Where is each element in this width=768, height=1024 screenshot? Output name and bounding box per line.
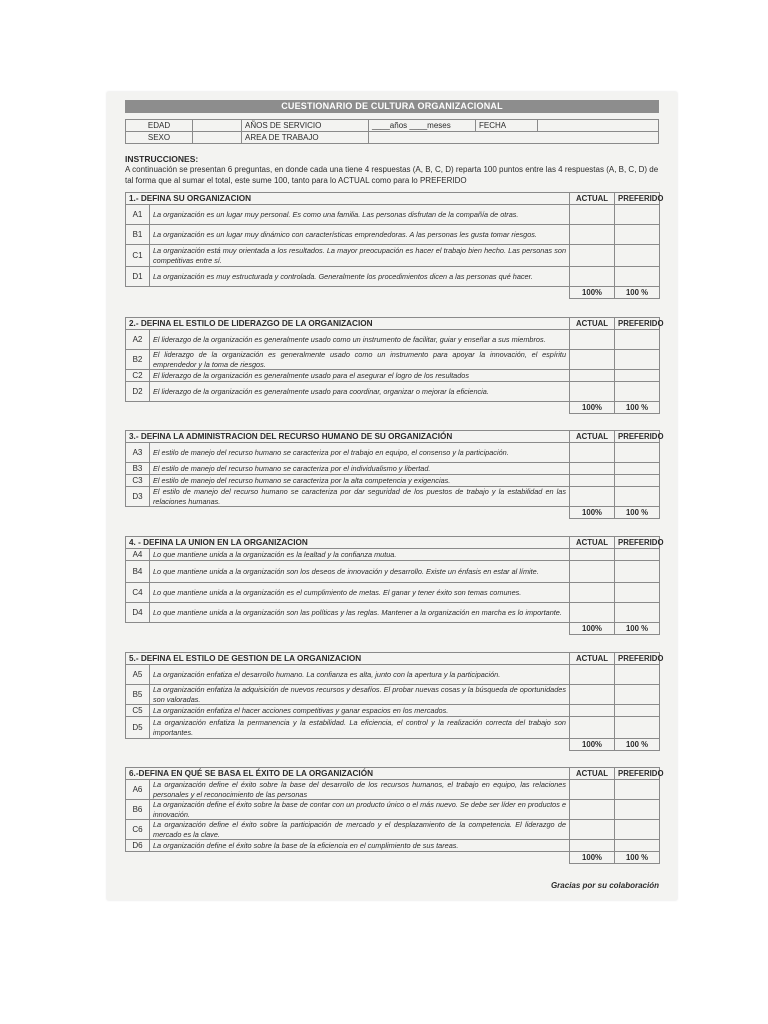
actual-score-cell[interactable] xyxy=(570,205,615,225)
question-row xyxy=(126,705,660,717)
question-row xyxy=(126,382,660,402)
preferido-total: 100 % xyxy=(615,739,660,751)
actual-score-cell[interactable] xyxy=(570,840,615,852)
answer-text: El liderazgo de la organización es generalmente usado como un instrumento para apoyar la innovación, el espíritu emprendedor y la toma de riesgos. xyxy=(150,350,570,370)
answer-text: El estilo de manejo del recurso humano se caracteriza por la alta competencia y exigencias. xyxy=(150,475,570,487)
question-row xyxy=(126,603,660,623)
anos-servicio-label: AÑOS DE SERVICIO xyxy=(242,120,369,132)
answer-text: La organización enfatiza la permanencia y la estabilidad. La eficiencia, el control y la realización correcta del trabajo son importantes. xyxy=(150,717,570,739)
preferido-score-cell[interactable] xyxy=(615,561,660,583)
actual-total: 100% xyxy=(570,402,615,414)
question-row xyxy=(126,463,660,475)
total-spacer xyxy=(126,623,570,635)
sexo-label: SEXO xyxy=(126,132,193,144)
actual-score-cell[interactable] xyxy=(570,330,615,350)
question-section-3 xyxy=(125,430,664,519)
answer-text: El liderazgo de la organización es generalmente usado como un instrumento de facilitar, guiar y enseñar a sus miembros. xyxy=(150,330,570,350)
answer-code: A4 xyxy=(126,549,150,561)
question-row xyxy=(126,225,660,245)
question-row xyxy=(126,487,660,507)
preferido-total: 100 % xyxy=(615,852,660,864)
question-row xyxy=(126,330,660,350)
answer-text: El liderazgo de la organización es generalmente usado para el asegurar el logro de los resultados xyxy=(150,370,570,382)
question-section-4 xyxy=(125,536,664,635)
fecha-field[interactable] xyxy=(538,120,659,132)
answer-code: D6 xyxy=(126,840,150,852)
preferido-score-cell[interactable] xyxy=(615,685,660,705)
preferido-score-cell[interactable] xyxy=(615,487,660,507)
actual-total: 100% xyxy=(570,739,615,751)
answer-code: D2 xyxy=(126,382,150,402)
question-row xyxy=(126,717,660,739)
preferido-score-cell[interactable] xyxy=(615,463,660,475)
answer-code: C6 xyxy=(126,820,150,840)
question-row xyxy=(126,205,660,225)
sexo-field[interactable] xyxy=(193,132,242,144)
answer-code: D3 xyxy=(126,487,150,507)
answer-code: D1 xyxy=(126,267,150,287)
preferido-column-header: PREFERIDO xyxy=(615,768,660,780)
answer-code: A5 xyxy=(126,665,150,685)
question-row xyxy=(126,685,660,705)
section-title: 6.-DEFINA EN QUÉ SE BASA EL ÉXITO DE LA ORGANIZACIÓN xyxy=(126,768,570,780)
question-row xyxy=(126,820,660,840)
anos-meses-field[interactable]: ____años ____meses xyxy=(369,120,476,132)
total-spacer xyxy=(126,402,570,414)
section-title: 4. - DEFINA LA UNION EN LA ORGANIZACION xyxy=(126,537,570,549)
preferido-score-cell[interactable] xyxy=(615,330,660,350)
answer-code: A1 xyxy=(126,205,150,225)
answer-text: Lo que mantiene unida a la organización es el cumplimiento de metas. El ganar y tener éxito son temas comunes. xyxy=(150,583,570,603)
answer-text: La organización enfatiza el desarrollo humano. La confianza es alta, junto con la apertura y la participación. xyxy=(150,665,570,685)
question-row xyxy=(126,475,660,487)
answer-text: La organización define el éxito sobre la participación de mercado y el desplazamiento de la competencia. El liderazgo de mercado es la clave. xyxy=(150,820,570,840)
actual-column-header: ACTUAL xyxy=(570,318,615,330)
document-title: CUESTIONARIO DE CULTURA ORGANIZACIONAL xyxy=(125,100,659,113)
preferido-score-cell[interactable] xyxy=(615,549,660,561)
questionnaire-sheet xyxy=(107,92,677,900)
actual-score-cell[interactable] xyxy=(570,549,615,561)
actual-score-cell[interactable] xyxy=(570,780,615,800)
total-spacer xyxy=(126,287,570,299)
actual-score-cell[interactable] xyxy=(570,603,615,623)
question-row xyxy=(126,549,660,561)
preferido-score-cell[interactable] xyxy=(615,245,660,267)
section-title: 2.- DEFINA EL ESTILO DE LIDERAZGO DE LA ORGANIZACION xyxy=(126,318,570,330)
actual-score-cell[interactable] xyxy=(570,267,615,287)
actual-column-header: ACTUAL xyxy=(570,431,615,443)
instructions-text: A continuación se presentan 6 preguntas, en donde cada una tiene 4 respuestas (A, B, C, D) reparta 100 puntos entre las 4 respuestas (A, B, C, D) de tal forma que al sumar el total, este sume 100, tanto para lo ACTUAL como para lo PREFERIDO xyxy=(125,165,659,185)
section-title: 1.- DEFINA SU ORGANIZACION xyxy=(126,193,570,205)
answer-text: La organización es un lugar muy personal. Es como una familia. Las personas disfrutan de la compañía de otras. xyxy=(150,205,570,225)
answer-text: El estilo de manejo del recurso humano se caracteriza por el trabajo en equipo, el consenso y la participación. xyxy=(150,443,570,463)
actual-score-cell[interactable] xyxy=(570,463,615,475)
edad-field[interactable] xyxy=(193,120,242,132)
actual-column-header: ACTUAL xyxy=(570,768,615,780)
instructions-title: INSTRUCCIONES: xyxy=(125,154,199,164)
preferido-score-cell[interactable] xyxy=(615,717,660,739)
question-row xyxy=(126,800,660,820)
question-row xyxy=(126,245,660,267)
answer-code: C1 xyxy=(126,245,150,267)
answer-code: D4 xyxy=(126,603,150,623)
answer-text: La organización define el éxito sobre la base de contar con un producto único o el más nuevo. Se debe ser líder en productos e innovación. xyxy=(150,800,570,820)
answer-text: La organización define el éxito sobre la base del desarrollo de los recursos humanos, el trabajo en equipo, las relaciones personales y el reconocimiento de las personas xyxy=(150,780,570,800)
question-section-1 xyxy=(125,192,664,299)
fecha-label: FECHA xyxy=(476,120,538,132)
answer-code: D5 xyxy=(126,717,150,739)
question-row xyxy=(126,840,660,852)
answer-code: B2 xyxy=(126,350,150,370)
actual-score-cell[interactable] xyxy=(570,800,615,820)
area-trabajo-field[interactable] xyxy=(369,132,659,144)
question-row xyxy=(126,350,660,370)
actual-score-cell[interactable] xyxy=(570,475,615,487)
preferido-score-cell[interactable] xyxy=(615,603,660,623)
answer-text: Lo que mantiene unida a la organización es la lealtad y la confianza mutua. xyxy=(150,549,570,561)
edad-label: EDAD xyxy=(126,120,193,132)
section-title: 3.- DEFINA LA ADMINISTRACION DEL RECURSO HUMANO DE SU ORGANIZACIÓN xyxy=(126,431,570,443)
answer-code: C4 xyxy=(126,583,150,603)
preferido-score-cell[interactable] xyxy=(615,205,660,225)
preferido-column-header: PREFERIDO xyxy=(615,537,660,549)
question-row xyxy=(126,267,660,287)
preferido-score-cell[interactable] xyxy=(615,583,660,603)
answer-text: La organización enfatiza la adquisición de nuevos recursos y desafíos. El probar nuevas cosas y la búsqueda de oportunidades son valoradas. xyxy=(150,685,570,705)
preferido-total: 100 % xyxy=(615,507,660,519)
answer-text: La organización es muy estructurada y controlada. Generalmente los procedimientos dicen a las personas qué hacer. xyxy=(150,267,570,287)
answer-code: A3 xyxy=(126,443,150,463)
actual-score-cell[interactable] xyxy=(570,685,615,705)
answer-code: A2 xyxy=(126,330,150,350)
actual-score-cell[interactable] xyxy=(570,245,615,267)
preferido-column-header: PREFERIDO xyxy=(615,318,660,330)
total-spacer xyxy=(126,852,570,864)
actual-score-cell[interactable] xyxy=(570,561,615,583)
preferido-score-cell[interactable] xyxy=(615,225,660,245)
answer-code: B6 xyxy=(126,800,150,820)
preferido-score-cell[interactable] xyxy=(615,665,660,685)
question-section-2 xyxy=(125,317,664,414)
preferido-score-cell[interactable] xyxy=(615,370,660,382)
preferido-score-cell[interactable] xyxy=(615,800,660,820)
preferido-score-cell[interactable] xyxy=(615,475,660,487)
answer-text: La organización enfatiza el hacer acciones competitivas y ganar espacios en los mercados. xyxy=(150,705,570,717)
answer-text: La organización define el éxito sobre la base de la eficiencia en el cumplimiento de sus tareas. xyxy=(150,840,570,852)
question-section-5 xyxy=(125,652,664,751)
answer-text: El liderazgo de la organización es generalmente usado para coordinar, organizar o mejorar la eficiencia. xyxy=(150,382,570,402)
actual-score-cell[interactable] xyxy=(570,717,615,739)
question-row xyxy=(126,665,660,685)
answer-code: B1 xyxy=(126,225,150,245)
preferido-column-header: PREFERIDO xyxy=(615,193,660,205)
actual-total: 100% xyxy=(570,852,615,864)
answer-code: C2 xyxy=(126,370,150,382)
preferido-total: 100 % xyxy=(615,623,660,635)
preferido-column-header: PREFERIDO xyxy=(615,431,660,443)
question-row xyxy=(126,583,660,603)
actual-column-header: ACTUAL xyxy=(570,193,615,205)
preferido-score-cell[interactable] xyxy=(615,443,660,463)
preferido-score-cell[interactable] xyxy=(615,780,660,800)
actual-total: 100% xyxy=(570,287,615,299)
question-row xyxy=(126,561,660,583)
area-trabajo-label: AREA DE TRABAJO xyxy=(242,132,369,144)
actual-score-cell[interactable] xyxy=(570,665,615,685)
preferido-score-cell[interactable] xyxy=(615,382,660,402)
section-title: 5.- DEFINA EL ESTILO DE GESTION DE LA ORGANIZACION xyxy=(126,653,570,665)
preferido-score-cell[interactable] xyxy=(615,840,660,852)
question-row xyxy=(126,370,660,382)
actual-score-cell[interactable] xyxy=(570,705,615,717)
total-spacer xyxy=(126,507,570,519)
actual-column-header: ACTUAL xyxy=(570,537,615,549)
actual-score-cell[interactable] xyxy=(570,370,615,382)
answer-code: C3 xyxy=(126,475,150,487)
answer-code: A6 xyxy=(126,780,150,800)
answer-code: B3 xyxy=(126,463,150,475)
actual-total: 100% xyxy=(570,623,615,635)
question-row xyxy=(126,443,660,463)
thanks-footer: Gracias por su colaboración xyxy=(550,881,659,890)
actual-total: 100% xyxy=(570,507,615,519)
answer-code: B5 xyxy=(126,685,150,705)
actual-score-cell[interactable] xyxy=(570,487,615,507)
answer-text: La organización está muy orientada a los resultados. La mayor preocupación es hacer el trabajo bien hecho. Las personas son competitivas entre sí. xyxy=(150,245,570,267)
actual-score-cell[interactable] xyxy=(570,583,615,603)
actual-score-cell[interactable] xyxy=(570,225,615,245)
actual-score-cell[interactable] xyxy=(570,820,615,840)
answer-text: El estilo de manejo del recurso humano se caracteriza por dar seguridad de los puestos de trabajo y la estabilidad en las relaciones humanas. xyxy=(150,487,570,507)
preferido-score-cell[interactable] xyxy=(615,267,660,287)
preferido-total: 100 % xyxy=(615,287,660,299)
preferido-score-cell[interactable] xyxy=(615,705,660,717)
preferido-score-cell[interactable] xyxy=(615,820,660,840)
preferido-score-cell[interactable] xyxy=(615,350,660,370)
actual-score-cell[interactable] xyxy=(570,350,615,370)
actual-score-cell[interactable] xyxy=(570,382,615,402)
question-section-6 xyxy=(125,767,664,864)
respondent-info-table xyxy=(125,119,659,144)
answer-code: B4 xyxy=(126,561,150,583)
answer-text: El estilo de manejo del recurso humano se caracteriza por el individualismo y libertad. xyxy=(150,463,570,475)
actual-score-cell[interactable] xyxy=(570,443,615,463)
answer-text: La organización es un lugar muy dinámico con características emprendedoras. A las personas les gusta tomar riesgos. xyxy=(150,225,570,245)
preferido-column-header: PREFERIDO xyxy=(615,653,660,665)
answer-code: C5 xyxy=(126,705,150,717)
answer-text: Lo que mantiene unida a la organización son los deseos de innovación y desarrollo. Existe un énfasis en estar al límite. xyxy=(150,561,570,583)
answer-text: Lo que mantiene unida a la organización son las políticas y las reglas. Mantener a la organización en marcha es lo importante. xyxy=(150,603,570,623)
question-row xyxy=(126,780,660,800)
actual-column-header: ACTUAL xyxy=(570,653,615,665)
total-spacer xyxy=(126,739,570,751)
preferido-total: 100 % xyxy=(615,402,660,414)
